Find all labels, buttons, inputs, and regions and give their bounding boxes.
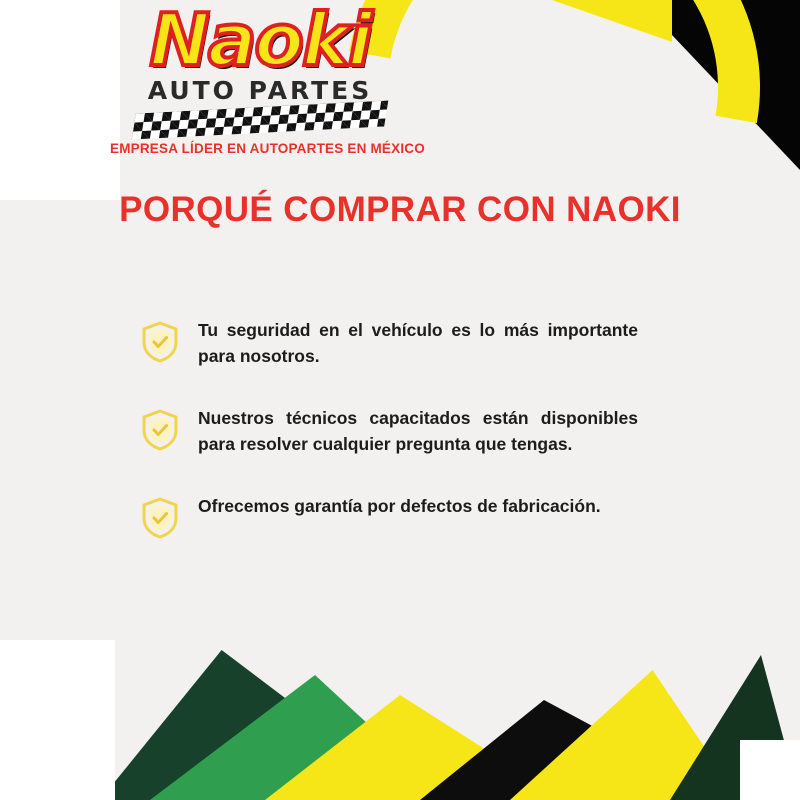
benefit-text: Ofrecemos garantía por defectos de fabricación. <box>198 495 601 516</box>
bottom-right-white-block <box>740 740 800 800</box>
top-left-white-block <box>0 0 120 200</box>
page-title: PORQUÉ COMPRAR CON NAOKI <box>119 190 681 229</box>
brand-tagline: EMPRESA LÍDER EN AUTOPARTES EN MÉXICO <box>110 141 425 157</box>
shield-check-icon <box>140 320 180 364</box>
list-item <box>140 406 650 458</box>
brand-name: Naoki <box>149 0 371 82</box>
shield-check-icon <box>140 496 180 540</box>
brand-logo <box>110 0 425 157</box>
bottom-left-white-block <box>0 640 115 800</box>
benefit-text: Tu seguridad en el vehículo es lo más importante para nosotros. <box>198 320 638 366</box>
checkered-flag-graphic <box>132 101 389 140</box>
shield-check-icon <box>140 408 180 452</box>
benefit-text: Nuestros técnicos capacitados están disponibles para resolver cualquier pregunta que tengas. <box>198 407 638 454</box>
brand-subtitle: AUTO PARTES <box>147 76 373 106</box>
list-item <box>140 318 650 370</box>
list-item <box>140 494 650 540</box>
benefits-list <box>140 318 650 576</box>
